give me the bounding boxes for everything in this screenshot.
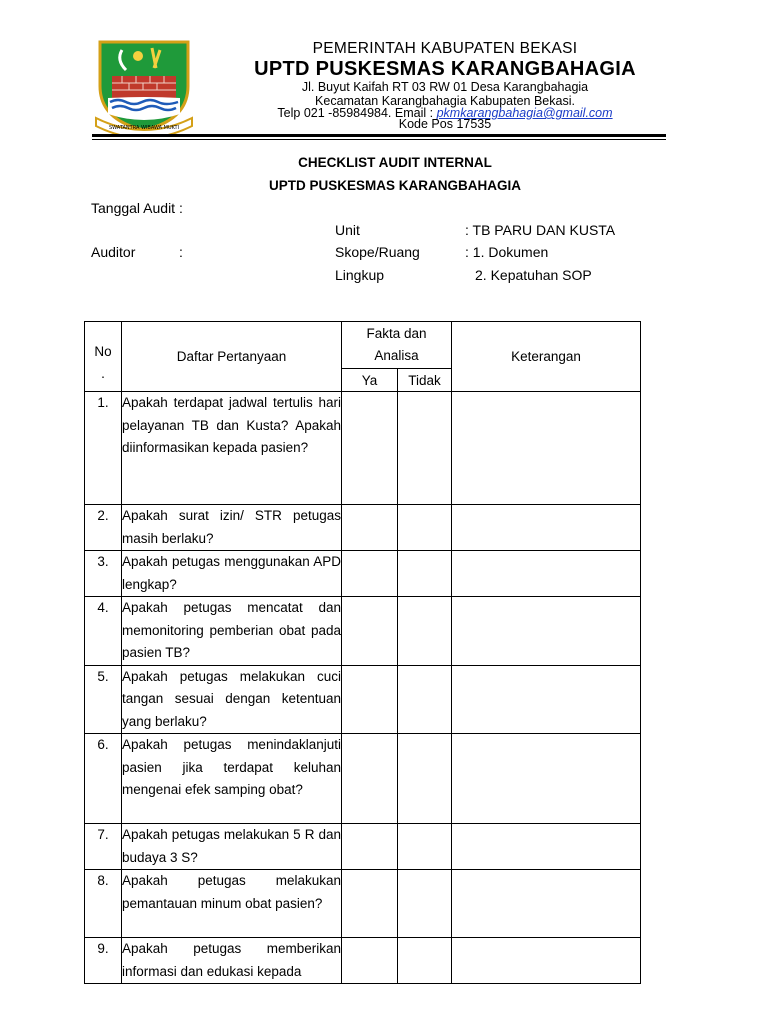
auditor-label: Auditor bbox=[91, 244, 136, 260]
remarks-cell[interactable] bbox=[452, 597, 641, 666]
row-number: 7. bbox=[85, 824, 122, 870]
header-facts: Fakta dan Analisa bbox=[342, 322, 452, 369]
government-name: PEMERINTAH KABUPATEN BEKASI bbox=[312, 40, 578, 57]
email-link[interactable]: pkmkarangbahagia@gmail.com bbox=[436, 106, 613, 120]
row-number: 1. bbox=[85, 392, 122, 505]
audit-date-label: Tanggal Audit : bbox=[91, 200, 183, 216]
answer-no-cell[interactable] bbox=[398, 597, 452, 666]
answer-yes-cell[interactable] bbox=[342, 505, 398, 551]
row-question: Apakah petugas melakukan 5 R dan budaya 3 S? bbox=[122, 824, 342, 870]
bekasi-regency-logo bbox=[92, 38, 196, 134]
answer-yes-cell[interactable] bbox=[342, 597, 398, 666]
organization-name: UPTD PUSKESMAS KARANGBAHAGIA bbox=[254, 58, 636, 80]
table-row bbox=[85, 505, 641, 551]
table-row bbox=[85, 597, 641, 666]
remarks-cell[interactable] bbox=[452, 665, 641, 734]
header-no: No . bbox=[85, 322, 122, 392]
postal-code: Kode Pos 17535 bbox=[398, 117, 492, 131]
checklist-table bbox=[84, 321, 641, 984]
address-line-2: Kecamatan Karangbahagia Kabupaten Bekasi. bbox=[315, 94, 575, 108]
answer-no-cell[interactable] bbox=[398, 870, 452, 938]
letterhead-rule-thin bbox=[92, 139, 666, 140]
remarks-cell[interactable] bbox=[452, 505, 641, 551]
coverage-value: 2. Kepatuhan SOP bbox=[475, 267, 592, 283]
answer-yes-cell[interactable] bbox=[342, 870, 398, 938]
remarks-cell[interactable] bbox=[452, 551, 641, 597]
remarks-cell[interactable] bbox=[452, 392, 641, 505]
table-row bbox=[85, 392, 641, 505]
row-question: Apakah petugas memberikan informasi dan edukasi kepada bbox=[122, 938, 342, 984]
document-subtitle: UPTD PUSKESMAS KARANGBAHAGIA bbox=[268, 178, 521, 193]
row-question: Apakah petugas menggunakan APD lengkap? bbox=[122, 551, 342, 597]
unit-value: : TB PARU DAN KUSTA bbox=[465, 222, 616, 238]
row-question: Apakah petugas mencatat dan memonitoring pemberian obat pada pasien TB? bbox=[122, 597, 342, 666]
remarks-cell[interactable] bbox=[452, 870, 641, 938]
remarks-cell[interactable] bbox=[452, 938, 641, 984]
answer-no-cell[interactable] bbox=[398, 551, 452, 597]
address-line-1: Jl. Buyut Kaifah RT 03 RW 01 Desa Karangbahagia bbox=[301, 80, 589, 94]
row-number: 4. bbox=[85, 597, 122, 666]
table-row bbox=[85, 665, 641, 734]
answer-yes-cell[interactable] bbox=[342, 734, 398, 824]
row-number: 2. bbox=[85, 505, 122, 551]
answer-yes-cell[interactable] bbox=[342, 665, 398, 734]
table-row bbox=[85, 870, 641, 938]
row-number: 6. bbox=[85, 734, 122, 824]
row-question: Apakah surat izin/ STR petugas masih berlaku? bbox=[122, 505, 342, 551]
document-title: CHECKLIST AUDIT INTERNAL bbox=[298, 155, 492, 170]
remarks-cell[interactable] bbox=[452, 824, 641, 870]
answer-yes-cell[interactable] bbox=[342, 824, 398, 870]
header-remarks: Keterangan bbox=[452, 322, 641, 392]
coverage-label: Lingkup bbox=[335, 267, 385, 283]
answer-no-cell[interactable] bbox=[398, 392, 452, 505]
row-number: 5. bbox=[85, 665, 122, 734]
row-question: Apakah petugas menindaklanjuti pasien jika terdapat keluhan mengenai efek samping obat? bbox=[122, 734, 342, 824]
answer-yes-cell[interactable] bbox=[342, 551, 398, 597]
answer-no-cell[interactable] bbox=[398, 938, 452, 984]
answer-no-cell[interactable] bbox=[398, 734, 452, 824]
answer-no-cell[interactable] bbox=[398, 505, 452, 551]
row-number: 8. bbox=[85, 870, 122, 938]
table-row bbox=[85, 938, 641, 984]
scope-label: Skope/Ruang bbox=[335, 244, 420, 260]
svg-text:SWATANTRA WIBAWA MUKTI: SWATANTRA WIBAWA MUKTI bbox=[108, 125, 180, 131]
auditor-colon: : bbox=[179, 244, 183, 260]
row-number: 3. bbox=[85, 551, 122, 597]
row-question: Apakah terdapat jadwal tertulis hari pelayanan TB dan Kusta? Apakah diinformasikan kepada pasien? bbox=[122, 392, 342, 505]
header-no-answer: Tidak bbox=[398, 369, 452, 392]
row-question: Apakah petugas melakukan pemantauan minum obat pasien? bbox=[122, 870, 342, 938]
row-number: 9. bbox=[85, 938, 122, 984]
answer-yes-cell[interactable] bbox=[342, 392, 398, 505]
unit-label: Unit bbox=[335, 222, 360, 238]
remarks-cell[interactable] bbox=[452, 734, 641, 824]
table-row bbox=[85, 824, 641, 870]
header-question: Daftar Pertanyaan bbox=[122, 322, 342, 392]
header-yes: Ya bbox=[342, 369, 398, 392]
answer-no-cell[interactable] bbox=[398, 824, 452, 870]
table-row bbox=[85, 734, 641, 824]
answer-yes-cell[interactable] bbox=[342, 938, 398, 984]
letterhead-rule-thick bbox=[92, 134, 666, 137]
scope-value: : 1. Dokumen bbox=[465, 244, 549, 260]
answer-no-cell[interactable] bbox=[398, 665, 452, 734]
row-question: Apakah petugas melakukan cuci tangan sesuai dengan ketentuan yang berlaku? bbox=[122, 665, 342, 734]
phone-label: Telp 021 -85984984. Email : bbox=[277, 106, 434, 120]
table-row bbox=[85, 551, 641, 597]
